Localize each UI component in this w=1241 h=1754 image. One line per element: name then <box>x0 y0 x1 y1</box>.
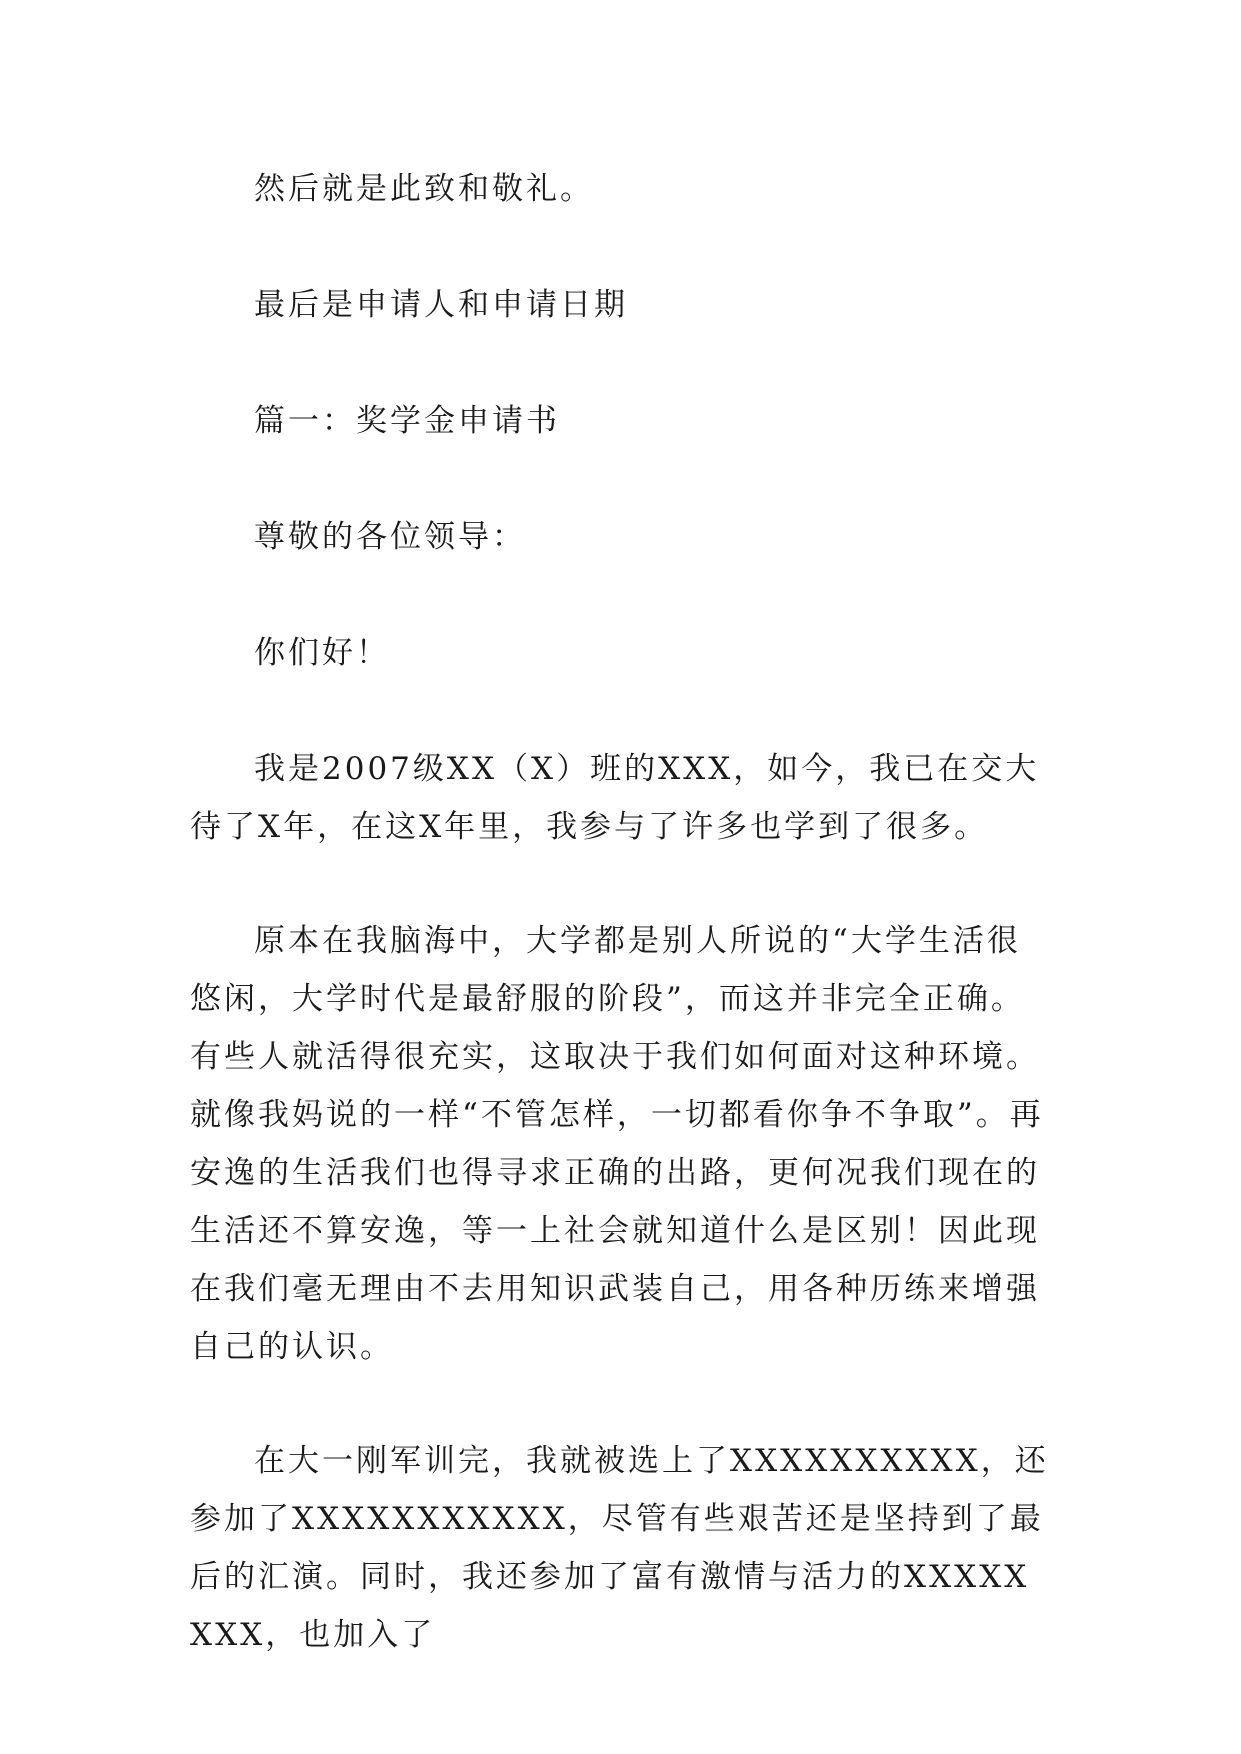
paragraph-reflection: 原本在我脑海中，大学都是别人所说的“大学生活很悠闲，大学时代是最舒服的阶段”，而这并非完全正确。有些人就活得很充实，这取决于我们如何面对这种环境。就像我妈说的一样“不管怎样，一切都看你争不争取”。再安逸的生活我们也得寻求正确的出路，更何况我们现在的生活还不算安逸，等一上社会就知道什么是区别！因此现在我们毫无理由不去用知识武装自己，用各种历练来增强自己的认识。 <box>190 923 1044 1365</box>
paragraph-greeting: 你们好！ <box>254 635 390 671</box>
paragraph-greeting-addressee: 尊敬的各位领导： <box>254 519 526 555</box>
paragraph-closing-salutation: 然后就是此致和敬礼。 <box>254 171 594 207</box>
document-body <box>190 160 1050 1664</box>
paragraph-introduction: 我是2007级XX（X）班的XXX，如今，我已在交大待了X年，在这X年里，我参与了许多也学到了很多。 <box>190 751 1040 845</box>
paragraph-activities: 在大一刚军训完，我就被选上了XXXXXXXXXX，还参加了XXXXXXXXXXX，尽管有些艰苦还是坚持到了最后的汇演。同时，我还参加了富有激情与活力的XXXXXXXX，也加入了 <box>190 1443 1049 1653</box>
section-heading: 篇一：奖学金申请书 <box>254 403 560 439</box>
paragraph-applicant-date: 最后是申请人和申请日期 <box>254 287 628 323</box>
